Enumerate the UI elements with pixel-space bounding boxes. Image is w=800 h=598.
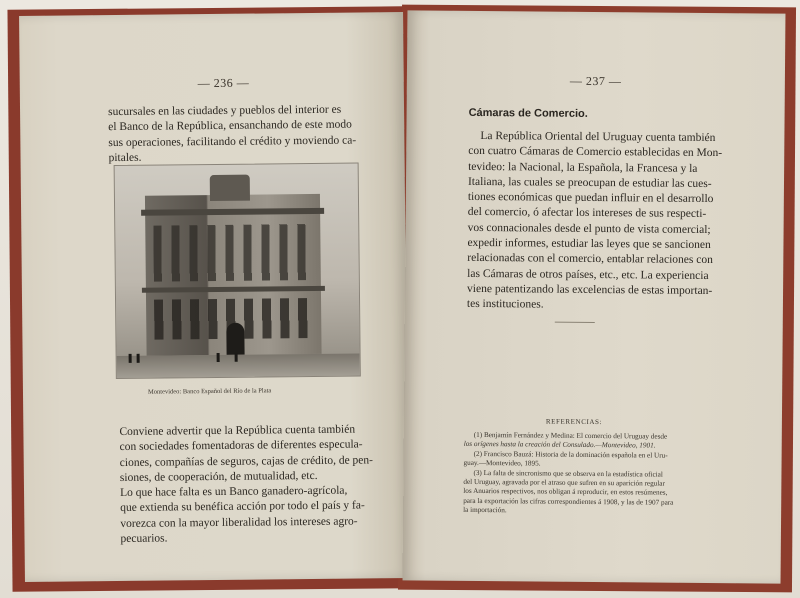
- reference-line: los Anuarios respectivos, nos obligan á reproducir, en estos resúmenes,: [463, 487, 668, 498]
- right-page: [403, 10, 786, 583]
- text-line: expedir informes, estudiar las leyes que se sancionen: [467, 236, 711, 252]
- photo-caption: Montevideo: Banco Español del Río de la Plata: [147, 387, 272, 396]
- pedestrian-figure: [235, 353, 238, 362]
- text-line: tevideo: la Nacional, la Española, la Francesa y la: [468, 160, 698, 175]
- text-line: sus operaciones, facilitando el crédito y moviendo ca-: [108, 134, 357, 149]
- text-line: Italiana, las cuales se preocupan de estudiar las cues-: [467, 175, 712, 190]
- reference-line: (2) Francisco Bauzá: Historia de la dominación española en el Uru-: [473, 449, 668, 460]
- text-line: Conviene advertir que la República cuenta también: [119, 423, 356, 438]
- text-line: las Cámaras de otros países, etc., etc. La experiencia: [467, 267, 709, 282]
- pedestrian-figure: [129, 354, 132, 363]
- text-line: tiones económicas que puedan influir en el desarrollo: [467, 191, 714, 206]
- text-line: ciones, compañías de seguros, cajas de crédito, de pen-: [119, 453, 374, 469]
- text-line: con sociedades fomentadoras de diferentes especula-: [119, 438, 363, 454]
- reference-line: la importación.: [463, 506, 507, 515]
- reference-line: del Uruguay, agravada por el atraso que sufren en su aparición regular: [463, 477, 665, 488]
- text-line: viene patentizando las excelencias de estas importan-: [467, 282, 713, 298]
- left-top-paragraph: [108, 102, 373, 166]
- text-line: que extienda su benéfica acción por todo el país y fa-: [120, 499, 365, 515]
- street: [117, 353, 360, 378]
- reference-line: los orígenes hasta la creación del Consulado.—Montevideo, 1901.: [463, 440, 656, 450]
- pedestrian-figure: [137, 354, 140, 363]
- text-line: siones, de cooperación, de mutualidad, etc.: [119, 469, 318, 484]
- text-line: pecuarios.: [120, 532, 168, 546]
- references-title: REFERENCIAS:: [545, 417, 603, 427]
- text-line: el Banco de la República, ensanchando de este modo: [108, 118, 352, 134]
- text-line: Lo que hace falta es un Banco ganadero-agrícola,: [119, 484, 348, 500]
- text-line: pitales.: [108, 151, 142, 164]
- building-door: [226, 323, 244, 355]
- text-line: vorezca con la mayor liberalidad los intereses agro-: [120, 515, 358, 530]
- text-line: vos connacionales desde el punto de vista comercial;: [467, 221, 711, 236]
- building-dome: [210, 175, 250, 201]
- page-number-left: — 236 —: [197, 75, 250, 91]
- right-body-paragraph: [467, 129, 723, 315]
- pedestrian-figure: [217, 353, 220, 362]
- text-line: con cuatro Cámaras de Comercio establecidas en Mon-: [468, 145, 723, 160]
- text-line: del comercio, ó afectar los intereses de sus respecti-: [467, 206, 707, 221]
- building-windows-upper: [153, 224, 314, 282]
- text-line: tes instituciones.: [466, 298, 544, 311]
- section-divider: [555, 322, 595, 323]
- page-number-right: — 237 —: [569, 73, 622, 89]
- text-line: relacionadas con el comercio, entablar relaciones con: [467, 252, 713, 267]
- reference-line: para la exportación las cifras correspondientes á 1908, y las de 1907 para: [463, 496, 674, 507]
- left-page: [19, 12, 409, 582]
- text-line: sucursales en las ciudades y pueblos del interior es: [107, 103, 342, 119]
- section-heading: Cámaras de Comercio.: [468, 106, 588, 120]
- reference-line: (3) La falta de sincronismo que se observa en la estadística oficial: [473, 468, 663, 479]
- bank-building-photo: [114, 162, 361, 379]
- left-bottom-paragraph: [119, 422, 374, 547]
- reference-line: (1) Benjamín Fernández y Medina: El comercio del Uruguay desde: [473, 430, 668, 441]
- reference-line: guay.—Montevideo, 1895.: [463, 459, 541, 468]
- references-list: [463, 431, 732, 518]
- text-line: La República Oriental del Uruguay cuenta también: [480, 130, 716, 145]
